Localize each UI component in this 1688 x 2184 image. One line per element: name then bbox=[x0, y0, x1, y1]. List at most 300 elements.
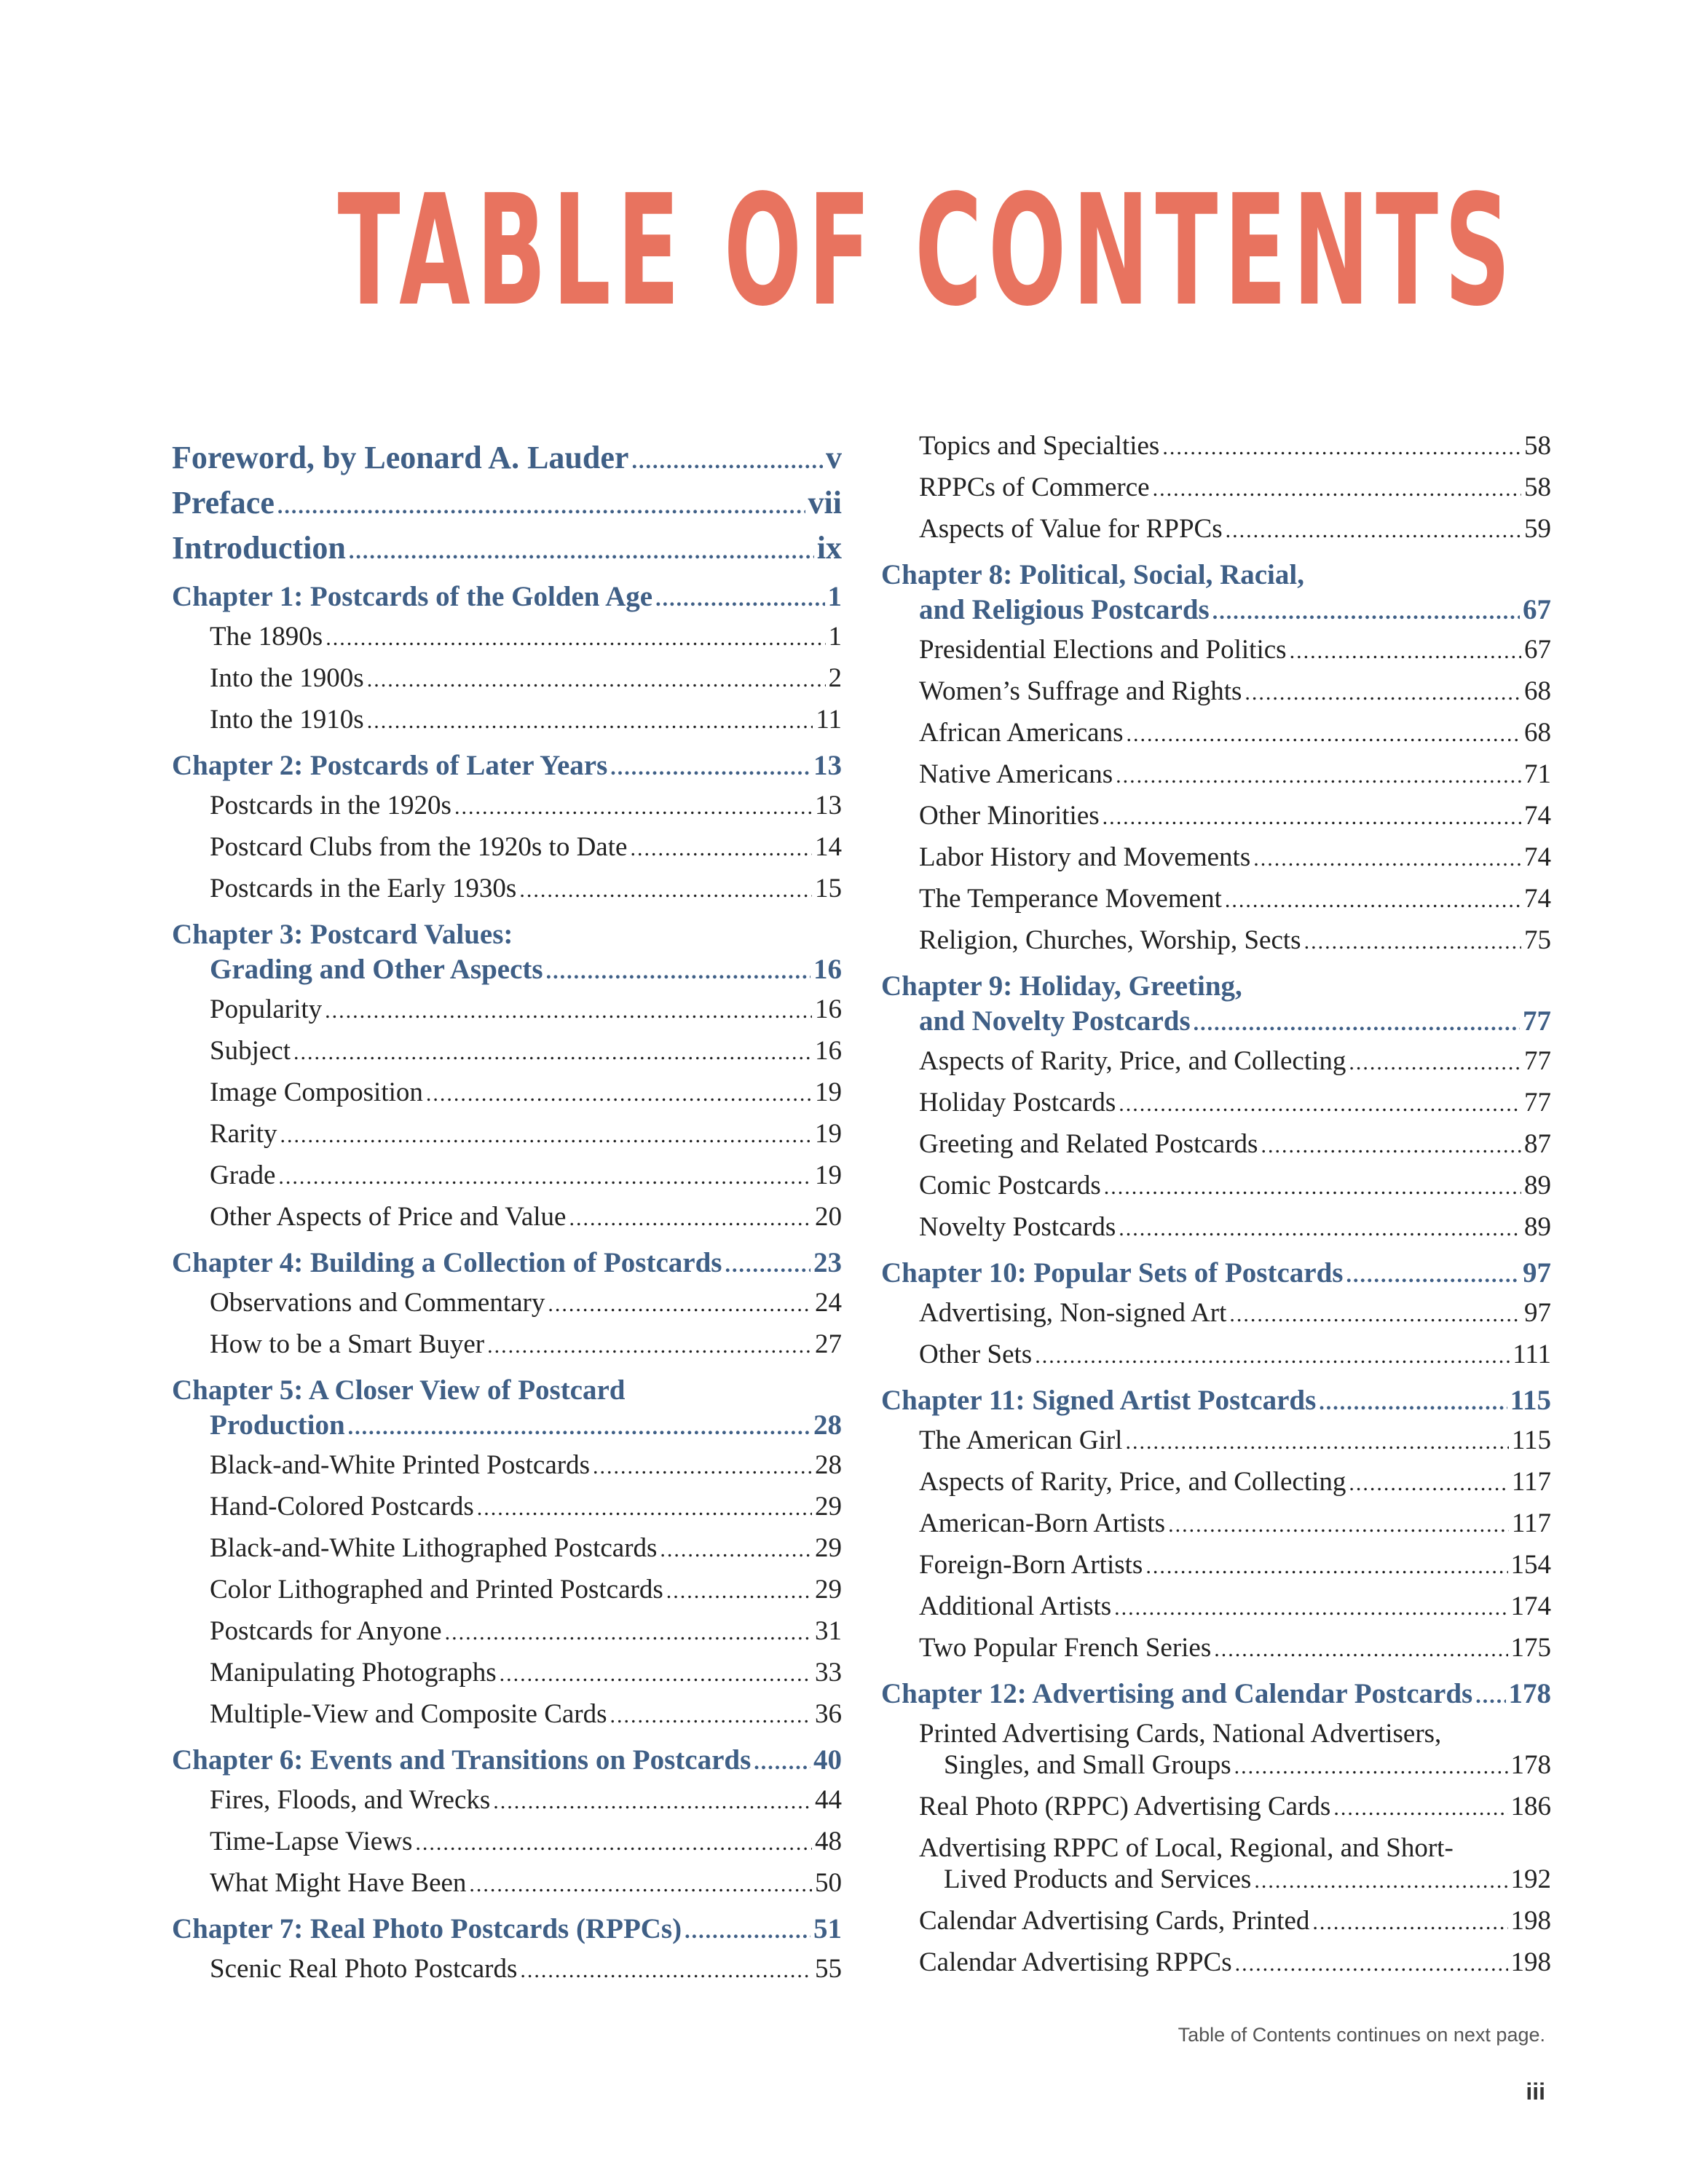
entry-page-number: 89 bbox=[1524, 1171, 1551, 1200]
chapter-heading bbox=[881, 558, 1551, 630]
dot-leader bbox=[1245, 673, 1521, 713]
entry-label: Additional Artists bbox=[919, 1591, 1112, 1621]
dot-leader bbox=[1349, 1042, 1521, 1083]
dot-leader bbox=[546, 954, 811, 989]
dot-leader bbox=[1212, 595, 1520, 630]
entry-label: Postcards for Anyone bbox=[210, 1616, 442, 1646]
front-matter-entry bbox=[172, 527, 842, 572]
dot-leader bbox=[326, 618, 825, 658]
entry-page-number: 71 bbox=[1524, 759, 1551, 789]
dot-leader bbox=[367, 701, 813, 741]
dot-leader bbox=[1475, 1679, 1505, 1714]
dot-leader bbox=[349, 531, 814, 572]
entry-label: Topics and Specialties bbox=[919, 431, 1160, 461]
entry-page-number: 19 bbox=[815, 1119, 842, 1149]
section-entry bbox=[172, 1487, 842, 1528]
entry-label: Foreword, by Leonard A. Lauder bbox=[172, 440, 629, 475]
dot-leader bbox=[487, 1326, 812, 1366]
entry-page-number: 13 bbox=[813, 750, 842, 781]
dot-leader bbox=[1114, 1588, 1507, 1628]
section-entry bbox=[172, 1445, 842, 1487]
entry-page-number: 154 bbox=[1510, 1550, 1551, 1580]
entry-label: Popularity bbox=[210, 994, 323, 1024]
entry-page-number: 11 bbox=[816, 705, 842, 735]
entry-page-number: 111 bbox=[1513, 1340, 1551, 1369]
entry-label: Chapter 1: Postcards of the Golden Age bbox=[172, 581, 653, 612]
entry-page-number: 48 bbox=[815, 1827, 842, 1856]
entry-page-number: 74 bbox=[1524, 801, 1551, 831]
section-entry bbox=[881, 1901, 1551, 1942]
entry-page-number: 19 bbox=[815, 1160, 842, 1190]
toc-left-column bbox=[172, 437, 842, 1990]
entry-page-number: 198 bbox=[1510, 1906, 1551, 1936]
dot-leader bbox=[1261, 1125, 1521, 1166]
entry-label: and Novelty Postcards bbox=[919, 1005, 1191, 1037]
dot-leader bbox=[1346, 1258, 1520, 1293]
section-entry bbox=[172, 786, 842, 827]
dot-leader bbox=[660, 1530, 812, 1570]
entry-label: Manipulating Photographs bbox=[210, 1658, 497, 1688]
entry-label: Singles, and Small Groups bbox=[944, 1750, 1231, 1780]
entry-label: and Religious Postcards bbox=[919, 594, 1210, 625]
dot-leader bbox=[493, 1781, 812, 1821]
section-entry bbox=[881, 1787, 1551, 1828]
chapter-heading bbox=[172, 917, 842, 989]
dot-leader bbox=[1126, 714, 1521, 754]
dot-leader bbox=[1312, 1902, 1507, 1942]
entry-page-number: 29 bbox=[815, 1492, 842, 1522]
entry-page-number: 28 bbox=[815, 1450, 842, 1480]
entry-page-number: 117 bbox=[1511, 1508, 1551, 1538]
entry-label: Aspects of Rarity, Price, and Collecting bbox=[919, 1467, 1346, 1497]
entry-page-number: 74 bbox=[1524, 884, 1551, 914]
chapter-title-row bbox=[881, 1004, 1551, 1041]
section-entry bbox=[881, 879, 1551, 920]
section-continuation bbox=[919, 1864, 1551, 1896]
dot-leader bbox=[1104, 1167, 1521, 1207]
entry-label: Foreign-Born Artists bbox=[919, 1550, 1143, 1580]
entry-page-number: 198 bbox=[1510, 1947, 1551, 1977]
front-matter-entry bbox=[172, 437, 842, 482]
entry-label: Comic Postcards bbox=[919, 1171, 1101, 1200]
section-entry bbox=[881, 1586, 1551, 1628]
entry-label: Into the 1900s bbox=[210, 663, 364, 693]
entry-label: Advertising, Non-signed Art bbox=[919, 1298, 1227, 1328]
section-entry bbox=[881, 796, 1551, 837]
dot-leader bbox=[1162, 427, 1521, 467]
dot-leader bbox=[610, 751, 811, 786]
entry-page-number: 59 bbox=[1524, 514, 1551, 544]
chapter-title-row bbox=[172, 1912, 842, 1949]
chapter-title-line: Chapter 3: Postcard Values: bbox=[172, 919, 513, 950]
entry-label: Image Composition bbox=[210, 1077, 423, 1107]
entry-page-number: 16 bbox=[815, 994, 842, 1024]
dot-leader bbox=[1234, 1751, 1508, 1782]
dot-leader bbox=[454, 787, 812, 827]
entry-page-number: 77 bbox=[1523, 1005, 1551, 1037]
entry-page-number: 58 bbox=[1524, 431, 1551, 461]
front-matter-entry bbox=[172, 482, 842, 527]
section-entry bbox=[881, 1041, 1551, 1083]
entry-page-number: 55 bbox=[815, 1954, 842, 1984]
entry-page-number: 1 bbox=[827, 581, 842, 612]
entry-label: Grade bbox=[210, 1160, 276, 1190]
entry-page-number: 16 bbox=[813, 954, 842, 985]
entry-page-number: 58 bbox=[1524, 472, 1551, 502]
dot-leader bbox=[1349, 1463, 1508, 1503]
entry-page-number: 15 bbox=[815, 874, 842, 903]
entry-page-number: 23 bbox=[813, 1247, 842, 1278]
entry-label: The 1890s bbox=[210, 622, 323, 652]
dot-leader bbox=[754, 1745, 811, 1780]
section-entry bbox=[172, 1155, 842, 1197]
dot-leader bbox=[367, 660, 826, 700]
chapter-heading bbox=[172, 1246, 842, 1283]
entry-label: Native Americans bbox=[919, 759, 1113, 789]
dot-leader bbox=[426, 1074, 812, 1114]
entry-label: Subject bbox=[210, 1036, 291, 1066]
chapter-title-row bbox=[881, 593, 1551, 630]
section-entry bbox=[881, 1832, 1551, 1896]
dot-leader bbox=[631, 440, 823, 482]
section-entry bbox=[881, 467, 1551, 509]
dot-leader bbox=[278, 1157, 812, 1197]
dot-leader bbox=[1304, 922, 1521, 962]
entry-label: Black-and-White Printed Postcards bbox=[210, 1450, 590, 1480]
section-label-line: Printed Advertising Cards, National Advertisers, bbox=[919, 1719, 1442, 1749]
dot-leader bbox=[610, 1696, 812, 1736]
section-entry bbox=[881, 1942, 1551, 1984]
entry-page-number: 33 bbox=[815, 1658, 842, 1688]
chapter-heading bbox=[881, 1677, 1551, 1714]
dot-leader bbox=[1194, 1006, 1520, 1041]
entry-label: Preface bbox=[172, 485, 275, 521]
entry-page-number: 24 bbox=[815, 1288, 842, 1318]
entry-label: Chapter 11: Signed Artist Postcards bbox=[881, 1385, 1317, 1416]
section-entry bbox=[172, 617, 842, 658]
dot-leader bbox=[1125, 1422, 1508, 1462]
entry-label: Black-and-White Lithographed Postcards bbox=[210, 1533, 658, 1563]
dot-leader bbox=[548, 1284, 812, 1324]
dot-leader bbox=[593, 1447, 812, 1487]
dot-leader bbox=[569, 1198, 812, 1238]
entry-label: Two Popular French Series bbox=[919, 1633, 1212, 1663]
entry-page-number: 75 bbox=[1524, 925, 1551, 955]
dot-leader bbox=[277, 486, 805, 527]
entry-page-number: 68 bbox=[1524, 718, 1551, 748]
dot-leader bbox=[1153, 469, 1521, 509]
entry-page-number: 115 bbox=[1511, 1425, 1551, 1455]
dot-leader bbox=[1168, 1505, 1509, 1545]
entry-label: Presidential Elections and Politics bbox=[919, 635, 1287, 665]
chapter-title-row bbox=[172, 748, 842, 786]
chapter-heading bbox=[172, 1743, 842, 1780]
section-entry bbox=[172, 1780, 842, 1821]
chapter-heading bbox=[172, 1373, 842, 1445]
chapter-title-row bbox=[881, 1383, 1551, 1420]
entry-page-number: 13 bbox=[815, 791, 842, 820]
entry-page-number: 27 bbox=[815, 1329, 842, 1359]
dot-leader bbox=[1119, 1084, 1521, 1124]
section-entry bbox=[881, 1420, 1551, 1462]
dot-leader bbox=[685, 1914, 811, 1949]
dot-leader bbox=[325, 991, 812, 1031]
entry-page-number: 178 bbox=[1508, 1678, 1551, 1709]
section-entry bbox=[172, 989, 842, 1031]
section-entry bbox=[881, 426, 1551, 467]
entry-label: Hand-Colored Postcards bbox=[210, 1492, 474, 1522]
dot-leader bbox=[280, 1115, 812, 1155]
dot-leader bbox=[1103, 797, 1521, 837]
section-entry bbox=[172, 1863, 842, 1904]
section-entry bbox=[172, 1949, 842, 1990]
section-entry bbox=[881, 1083, 1551, 1124]
page-title: TABLE OF CONTENTS bbox=[337, 162, 1517, 340]
entry-label: The Temperance Movement bbox=[919, 884, 1222, 914]
chapter-title-row bbox=[172, 952, 842, 989]
section-entry bbox=[172, 1031, 842, 1072]
dot-leader bbox=[1333, 1788, 1507, 1828]
chapter-heading bbox=[172, 579, 842, 617]
entry-page-number: 1 bbox=[828, 622, 842, 652]
entry-label: Chapter 6: Events and Transitions on Postcards bbox=[172, 1744, 752, 1776]
entry-label: American-Born Artists bbox=[919, 1508, 1166, 1538]
section-entry bbox=[881, 713, 1551, 754]
dot-leader bbox=[1253, 839, 1521, 879]
section-label-line: Advertising RPPC of Local, Regional, and Short- bbox=[919, 1833, 1454, 1863]
entry-label: Rarity bbox=[210, 1119, 277, 1149]
entry-label: Chapter 10: Popular Sets of Postcards bbox=[881, 1257, 1344, 1289]
dot-leader bbox=[1116, 756, 1521, 796]
entry-label: Labor History and Movements bbox=[919, 842, 1251, 872]
entry-label: Women’s Suffrage and Rights bbox=[919, 676, 1242, 706]
section-entry bbox=[172, 1653, 842, 1694]
section-entry bbox=[881, 837, 1551, 879]
entry-label: Introduction bbox=[172, 530, 346, 566]
section-entry bbox=[881, 1628, 1551, 1669]
entry-page-number: 2 bbox=[828, 663, 842, 693]
section-entry bbox=[172, 1694, 842, 1736]
toc-right-column bbox=[881, 426, 1551, 1984]
entry-page-number: v bbox=[826, 440, 842, 475]
section-entry bbox=[172, 1324, 842, 1366]
dot-leader bbox=[520, 1950, 812, 1990]
entry-page-number: 50 bbox=[815, 1868, 842, 1898]
section-entry bbox=[172, 827, 842, 869]
chapter-title-row bbox=[172, 579, 842, 617]
entry-label: Chapter 4: Building a Collection of Postcards bbox=[172, 1247, 722, 1278]
entry-page-number: 67 bbox=[1524, 635, 1551, 665]
page-number: iii bbox=[1526, 2078, 1545, 2105]
entry-label: Other Aspects of Price and Value bbox=[210, 1202, 567, 1232]
entry-page-number: 36 bbox=[815, 1699, 842, 1729]
entry-label: Time-Lapse Views bbox=[210, 1827, 413, 1856]
dot-leader bbox=[655, 582, 824, 617]
entry-label: Calendar Advertising RPPCs bbox=[919, 1947, 1232, 1977]
entry-page-number: vii bbox=[808, 485, 842, 521]
dot-leader bbox=[1254, 1865, 1507, 1896]
entry-label: Calendar Advertising Cards, Printed bbox=[919, 1906, 1310, 1936]
entry-page-number: 186 bbox=[1510, 1792, 1551, 1821]
section-entry bbox=[172, 1821, 842, 1863]
chapter-title-row bbox=[881, 1677, 1551, 1714]
chapter-heading bbox=[172, 1912, 842, 1949]
dot-leader bbox=[725, 1248, 811, 1283]
entry-label: Chapter 7: Real Photo Postcards (RPPCs) bbox=[172, 1913, 682, 1944]
entry-label: Chapter 2: Postcards of Later Years bbox=[172, 750, 608, 781]
dot-leader bbox=[1290, 631, 1521, 671]
dot-leader bbox=[1035, 1336, 1510, 1376]
chapter-heading bbox=[881, 1256, 1551, 1293]
entry-page-number: 175 bbox=[1510, 1633, 1551, 1663]
entry-label: Other Sets bbox=[919, 1340, 1033, 1369]
section-entry bbox=[172, 1570, 842, 1611]
section-entry bbox=[881, 1503, 1551, 1545]
dot-leader bbox=[666, 1571, 812, 1611]
entry-label: Multiple-View and Composite Cards bbox=[210, 1699, 607, 1729]
section-entry bbox=[881, 630, 1551, 671]
entry-label: Production bbox=[210, 1409, 345, 1441]
dot-leader bbox=[477, 1488, 812, 1528]
dot-leader bbox=[1226, 510, 1521, 550]
entry-label: Grading and Other Aspects bbox=[210, 954, 543, 985]
entry-label: Postcards in the Early 1930s bbox=[210, 874, 517, 903]
entry-page-number: 178 bbox=[1510, 1750, 1551, 1780]
entry-page-number: 14 bbox=[815, 832, 842, 862]
entry-label: How to be a Smart Buyer bbox=[210, 1329, 485, 1359]
entry-page-number: 192 bbox=[1510, 1864, 1551, 1894]
section-entry bbox=[172, 1197, 842, 1238]
entry-page-number: 89 bbox=[1524, 1212, 1551, 1242]
entry-page-number: 29 bbox=[815, 1533, 842, 1563]
entry-page-number: 44 bbox=[815, 1785, 842, 1815]
entry-label: Greeting and Related Postcards bbox=[919, 1129, 1258, 1159]
entry-label: Chapter 12: Advertising and Calendar Postcards bbox=[881, 1678, 1473, 1709]
entry-label: Color Lithographed and Printed Postcards bbox=[210, 1575, 663, 1605]
section-entry bbox=[881, 1545, 1551, 1586]
section-entry bbox=[172, 1114, 842, 1155]
dot-leader bbox=[1119, 1208, 1521, 1249]
dot-leader bbox=[293, 1032, 812, 1072]
chapter-heading bbox=[881, 1383, 1551, 1420]
dot-leader bbox=[519, 870, 812, 910]
chapter-heading bbox=[881, 969, 1551, 1041]
chapter-title-row bbox=[881, 1256, 1551, 1293]
section-entry bbox=[881, 754, 1551, 796]
chapter-title-line: Chapter 9: Holiday, Greeting, bbox=[881, 970, 1242, 1002]
dot-leader bbox=[1225, 880, 1521, 920]
section-entry bbox=[881, 1462, 1551, 1503]
section-entry bbox=[172, 658, 842, 700]
section-entry bbox=[881, 671, 1551, 713]
section-entry bbox=[881, 920, 1551, 962]
entry-label: Fires, Floods, and Wrecks bbox=[210, 1785, 491, 1815]
entry-label: Postcards in the 1920s bbox=[210, 791, 451, 820]
entry-label: RPPCs of Commerce bbox=[919, 472, 1150, 502]
entry-page-number: 77 bbox=[1524, 1088, 1551, 1117]
entry-page-number: 40 bbox=[813, 1744, 842, 1776]
entry-label: Observations and Commentary bbox=[210, 1288, 545, 1318]
entry-page-number: 174 bbox=[1510, 1591, 1551, 1621]
section-entry bbox=[172, 1528, 842, 1570]
entry-page-number: 74 bbox=[1524, 842, 1551, 872]
entry-page-number: 115 bbox=[1510, 1385, 1551, 1416]
entry-page-number: 97 bbox=[1523, 1257, 1551, 1289]
dot-leader bbox=[469, 1864, 812, 1904]
chapter-title-row bbox=[172, 1246, 842, 1283]
entry-page-number: 51 bbox=[813, 1913, 842, 1944]
entry-page-number: 67 bbox=[1523, 594, 1551, 625]
section-continuation bbox=[919, 1749, 1551, 1782]
dot-leader bbox=[1145, 1546, 1507, 1586]
chapter-title-line: Chapter 8: Political, Social, Racial, bbox=[881, 559, 1304, 590]
entry-page-number: 87 bbox=[1524, 1129, 1551, 1159]
chapter-title-line: Chapter 5: A Closer View of Postcard bbox=[172, 1374, 626, 1406]
entry-page-number: 16 bbox=[815, 1036, 842, 1066]
section-entry bbox=[172, 1283, 842, 1324]
entry-label: Postcard Clubs from the 1920s to Date bbox=[210, 832, 628, 862]
dot-leader bbox=[1235, 1944, 1508, 1984]
section-entry bbox=[881, 1166, 1551, 1207]
entry-label: Holiday Postcards bbox=[919, 1088, 1116, 1117]
entry-page-number: 19 bbox=[815, 1077, 842, 1107]
entry-page-number: 68 bbox=[1524, 676, 1551, 706]
section-entry bbox=[881, 1207, 1551, 1249]
dot-leader bbox=[1229, 1294, 1521, 1334]
dot-leader bbox=[500, 1654, 812, 1694]
dot-leader bbox=[348, 1410, 811, 1445]
chapter-heading bbox=[172, 748, 842, 786]
entry-label: African Americans bbox=[919, 718, 1124, 748]
section-entry bbox=[881, 1293, 1551, 1334]
entry-label: Lived Products and Services bbox=[944, 1864, 1252, 1894]
entry-label: The American Girl bbox=[919, 1425, 1123, 1455]
entry-label: Real Photo (RPPC) Advertising Cards bbox=[919, 1792, 1331, 1821]
entry-page-number: 31 bbox=[815, 1616, 842, 1646]
entry-label: Religion, Churches, Worship, Sects bbox=[919, 925, 1301, 955]
dot-leader bbox=[1214, 1629, 1507, 1669]
entry-page-number: ix bbox=[816, 530, 842, 566]
entry-page-number: 117 bbox=[1511, 1467, 1551, 1497]
entry-label: Other Minorities bbox=[919, 801, 1100, 831]
entry-page-number: 20 bbox=[815, 1202, 842, 1232]
section-entry bbox=[172, 1072, 842, 1114]
section-entry bbox=[881, 1124, 1551, 1166]
entry-page-number: 29 bbox=[815, 1575, 842, 1605]
section-entry bbox=[881, 1718, 1551, 1782]
section-entry bbox=[881, 509, 1551, 550]
entry-page-number: 28 bbox=[813, 1409, 842, 1441]
entry-label: Novelty Postcards bbox=[919, 1212, 1116, 1242]
entry-label: Aspects of Value for RPPCs bbox=[919, 514, 1223, 544]
section-entry bbox=[172, 869, 842, 910]
entry-label: Scenic Real Photo Postcards bbox=[210, 1954, 518, 1984]
entry-label: Aspects of Rarity, Price, and Collecting bbox=[919, 1046, 1346, 1076]
section-entry bbox=[881, 1334, 1551, 1376]
continues-note: Table of Contents continues on next page. bbox=[1178, 2024, 1545, 2046]
section-entry bbox=[172, 700, 842, 741]
entry-page-number: 77 bbox=[1524, 1046, 1551, 1076]
dot-leader bbox=[630, 828, 812, 869]
dot-leader bbox=[415, 1823, 812, 1863]
entry-page-number: 97 bbox=[1524, 1298, 1551, 1328]
dot-leader bbox=[445, 1613, 812, 1653]
dot-leader bbox=[1319, 1385, 1507, 1420]
chapter-title-row bbox=[172, 1743, 842, 1780]
entry-label: What Might Have Been bbox=[210, 1868, 467, 1898]
section-entry bbox=[172, 1611, 842, 1653]
entry-label: Into the 1910s bbox=[210, 705, 364, 735]
